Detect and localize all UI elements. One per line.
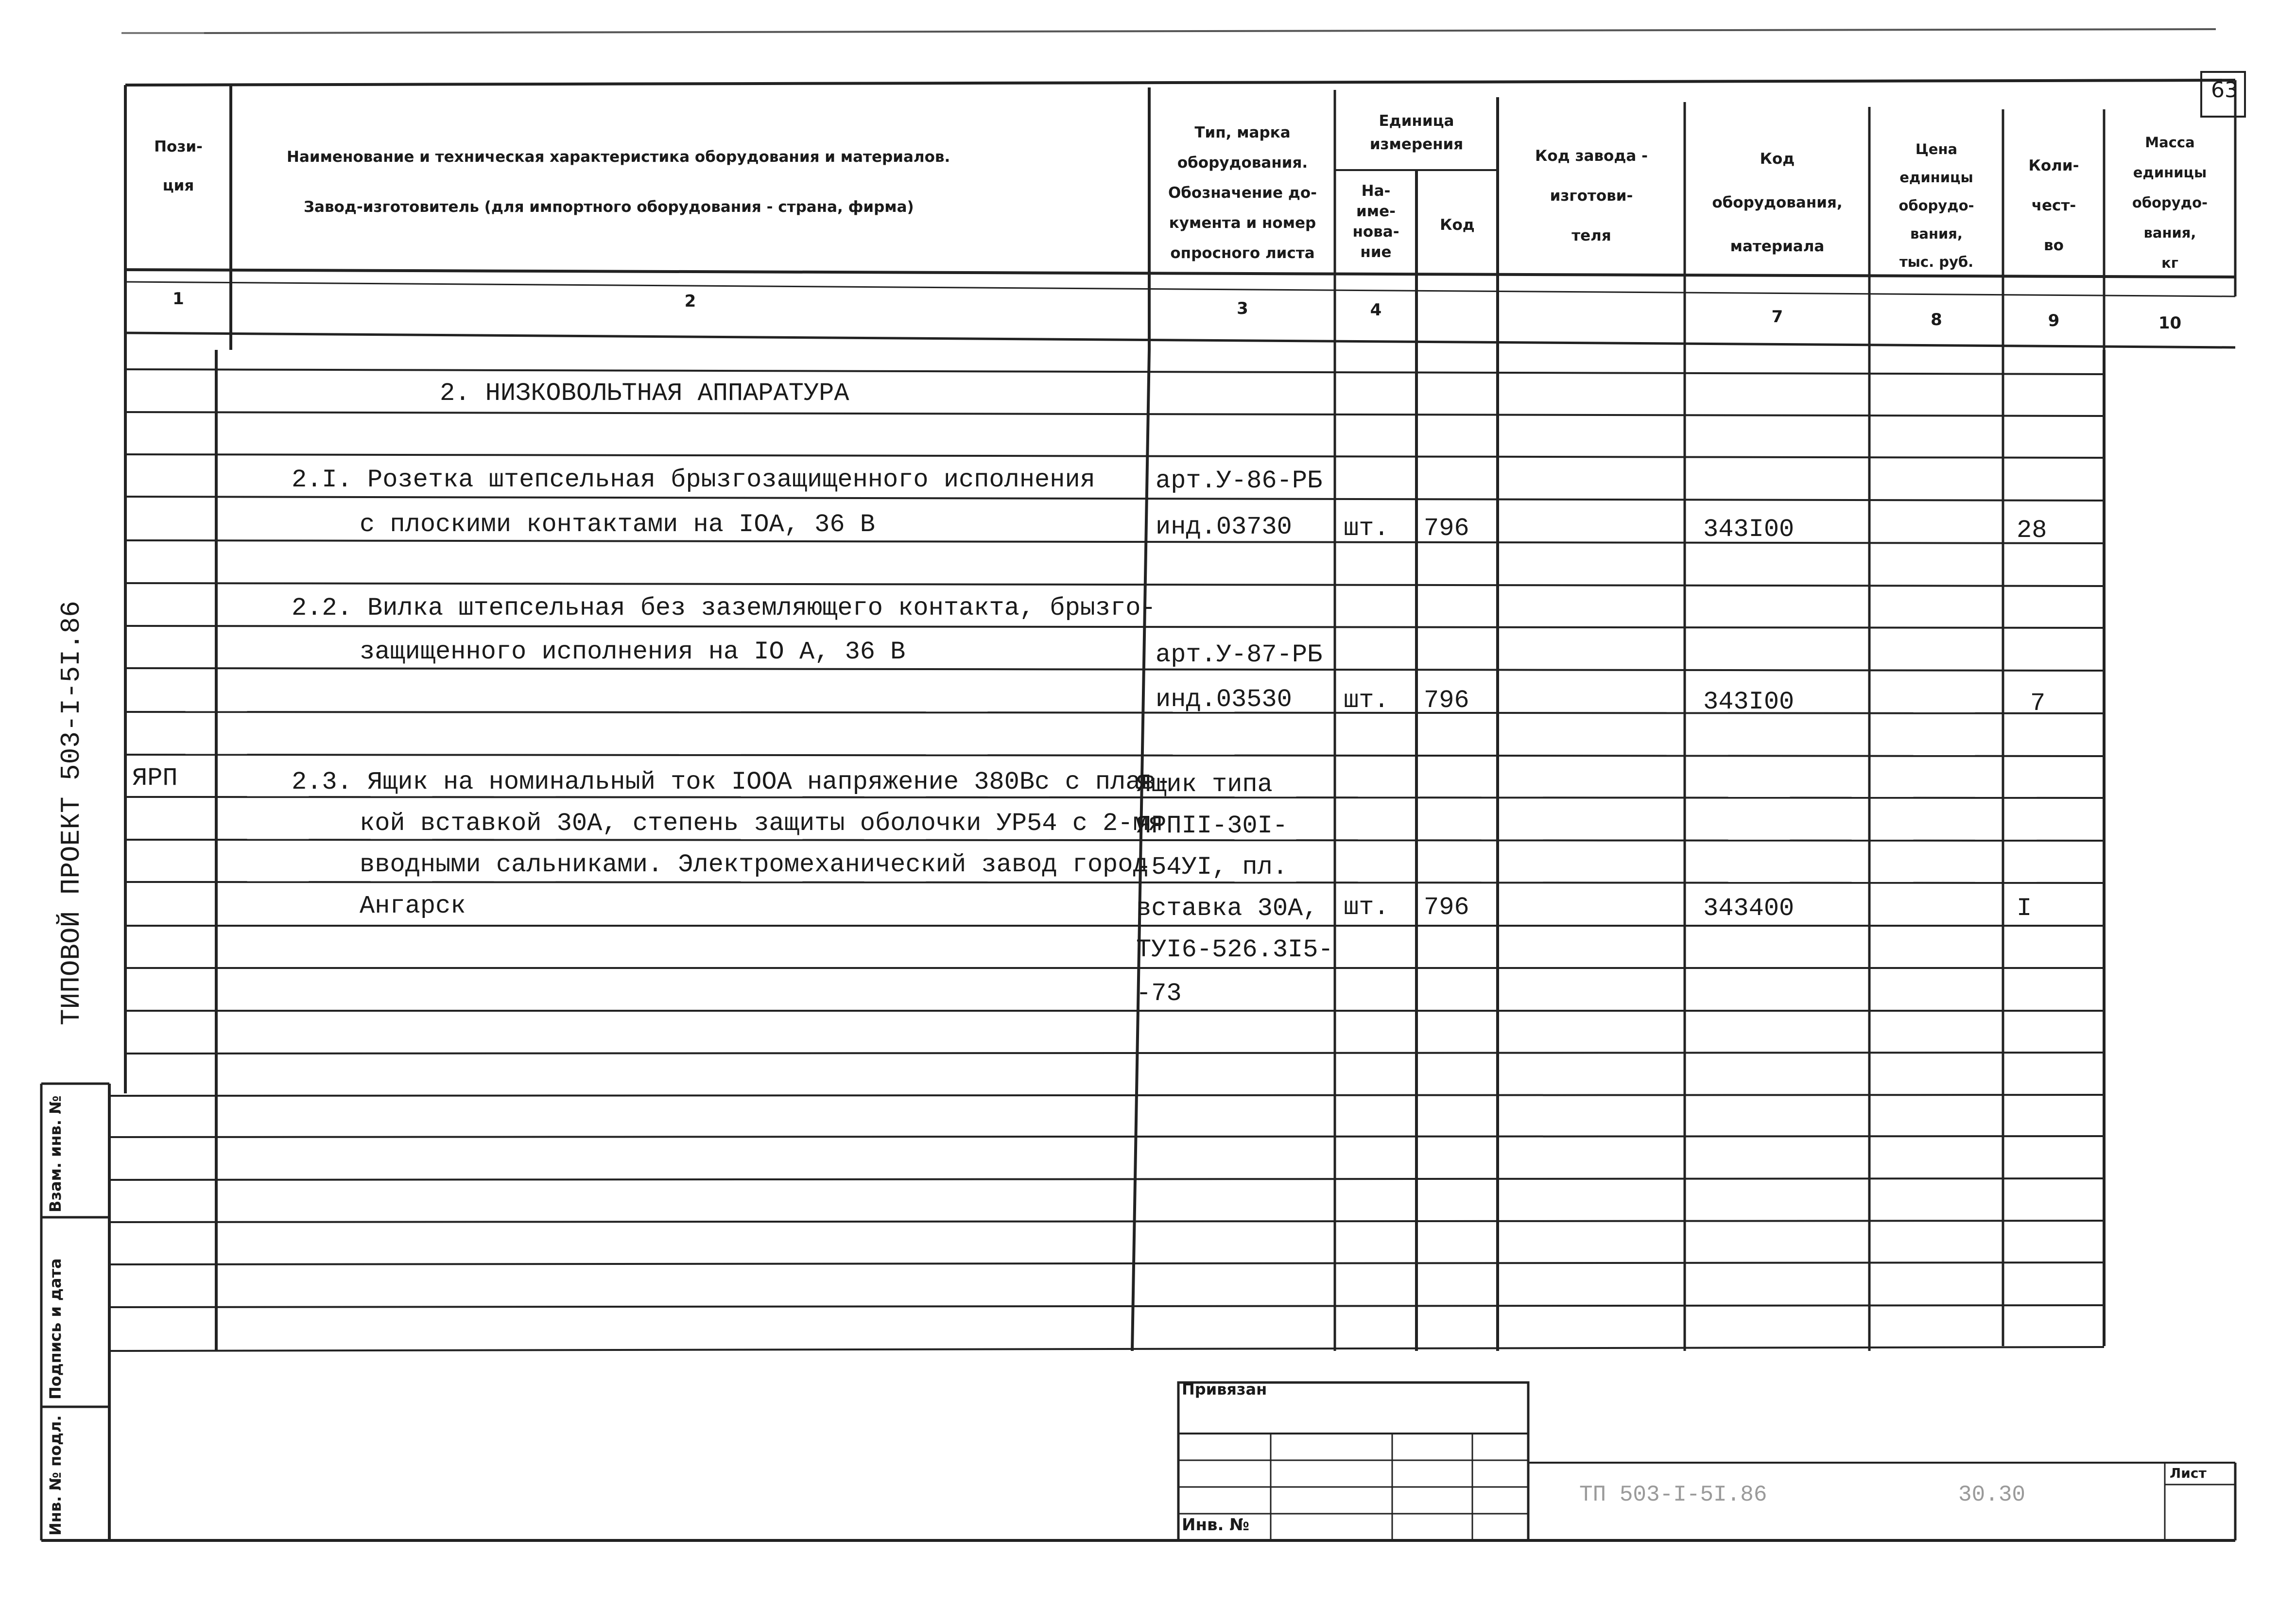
- item-3-type-5: ТУI6-526.3I5-: [1136, 935, 1333, 964]
- item-1-unit: шт.: [1344, 514, 1389, 543]
- item-1-line-1: 2.I. Розетка штепсельная брызгозащищенного исполнения: [292, 466, 1095, 494]
- item-3-pos: ЯРП: [132, 764, 178, 793]
- item-3-equip-code: 343400: [1703, 894, 1795, 923]
- item-3-line-2: кой вставкой 30А, степень защиты оболочки УР54 с 2-мя: [360, 809, 1163, 838]
- header-unit-name: На- име- нова- ние: [1352, 182, 1399, 261]
- item-2-type-1: арт.У-87-РБ: [1156, 640, 1323, 669]
- header-type: Тип, марка оборудования. Обозначение до- кумента и номер опросного листа: [1168, 124, 1317, 262]
- item-3-type-1: Ящик типа: [1136, 770, 1273, 799]
- item-2-type-2: инд.03530: [1156, 685, 1292, 714]
- header-factory-code: Код завода - изготови- теля: [1535, 147, 1648, 244]
- item-2-line-2: защищенного исполнения на IO A, 36 В: [360, 638, 906, 666]
- header-mass: Масса единицы оборудо- вания, кг: [2132, 134, 2208, 271]
- item-2-line-1: 2.2. Вилка штепсельная без заземляющего контакта, брызго-: [292, 594, 1156, 622]
- item-3-qty: I: [2017, 894, 2032, 923]
- stamp-doc-code: ТП 503-I-5I.86: [1579, 1482, 1767, 1507]
- col-number-10: 10: [2158, 313, 2182, 333]
- col-number-9: 9: [2048, 311, 2060, 330]
- col-number-2: 2: [684, 292, 696, 311]
- side-title: ТИПОВОЙ ПРОЕКТ 503-I-5I.86: [56, 601, 87, 1025]
- side-stamp-podpis: Подпись и дата: [46, 1258, 65, 1400]
- stamp-inv-no: Инв. №: [1182, 1515, 1250, 1535]
- item-3-type-2: ЯРПII-30I-: [1136, 812, 1288, 840]
- item-2-unit-code: 796: [1424, 686, 1469, 715]
- stamp-faint-code: 30.30: [1958, 1482, 2026, 1507]
- header-name-line1: Наименование и техническая характеристика оборудования и материалов.: [287, 148, 950, 166]
- stamp-privyazan: Привязан: [1182, 1380, 1267, 1399]
- col-number-1: 1: [173, 289, 184, 309]
- page-number: 63: [2211, 78, 2238, 103]
- stamp-sheet-label: Лист: [2170, 1465, 2207, 1481]
- header-equip-code: Код оборудования, материала: [1712, 150, 1843, 255]
- item-3-unit-code: 796: [1424, 893, 1469, 922]
- side-stamp-vzam: Взам. инв. №: [46, 1095, 65, 1212]
- item-2-equip-code: 343I00: [1703, 688, 1795, 716]
- item-3-type-3: -54УI, пл.: [1136, 853, 1288, 881]
- header-name-line2: Завод-изготовитель (для импортного оборудования - страна, фирма): [304, 198, 914, 216]
- col-number-4: 4: [1370, 300, 1382, 320]
- col-number-8: 8: [1931, 310, 1942, 329]
- item-2-qty: 7: [2030, 689, 2046, 718]
- item-2-unit: шт.: [1344, 686, 1389, 715]
- item-1-line-2: с плоскими контактами на IOA, 36 В: [360, 510, 875, 539]
- header-pos: Пози- ция: [154, 138, 203, 194]
- item-3-unit: шт.: [1344, 893, 1389, 922]
- item-3-type-4: вставка 30А,: [1136, 894, 1318, 923]
- item-1-qty: 28: [2017, 516, 2047, 545]
- item-1-unit-code: 796: [1424, 514, 1469, 543]
- header-unit: Единица измерения: [1369, 112, 1464, 153]
- header-unit-code: Код: [1440, 216, 1475, 234]
- section-title: 2. НИЗКОВОЛЬТНАЯ АППАРАТУРА: [440, 379, 849, 408]
- item-1-type-1: арт.У-86-РБ: [1156, 467, 1323, 495]
- item-1-type-2: инд.03730: [1156, 513, 1292, 541]
- item-3-type-6: -73: [1136, 979, 1182, 1008]
- side-stamp-inv-podl: Инв. № подл.: [46, 1415, 65, 1536]
- item-1-equip-code: 343I00: [1703, 515, 1795, 544]
- item-3-line-1: 2.3. Ящик на номинальный ток IOOA напряжение 380Вс с плав-: [292, 768, 1171, 796]
- col-number-3: 3: [1237, 299, 1248, 318]
- header-price: Цена единицы оборудо- вания, тыс. руб.: [1899, 141, 1974, 270]
- header-qty: Коли- чест- во: [2028, 157, 2079, 254]
- item-3-line-4: Ангарск: [360, 892, 466, 920]
- col-number-7: 7: [1771, 307, 1783, 327]
- item-3-line-3: вводными сальниками. Электромеханический завод город: [360, 850, 1148, 879]
